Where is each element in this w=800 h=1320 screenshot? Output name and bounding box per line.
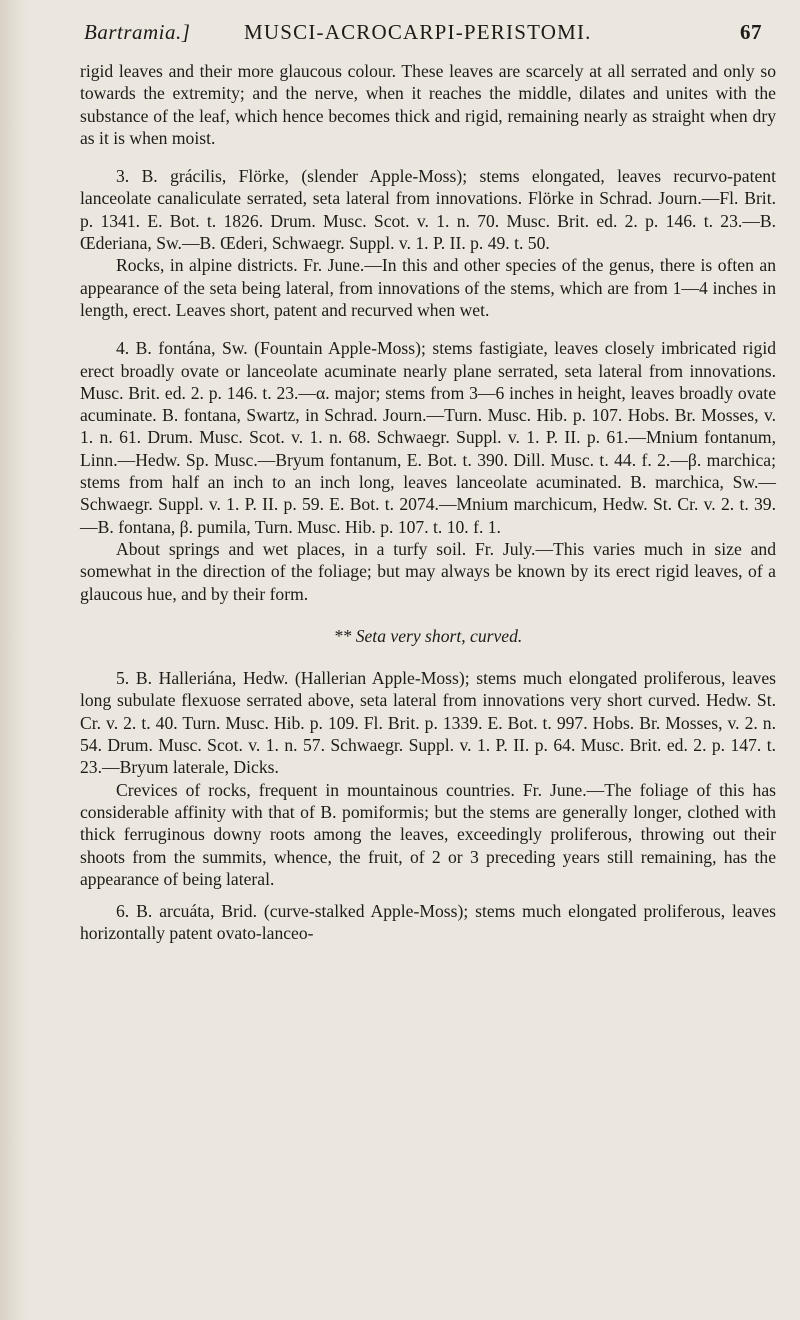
species-habitat-gracilis: Rocks, in alpine districts. Fr. June.—In this and other species of the genus, there is often an appearance of the seta being lateral, from innovations of the stems, which are from 1—4 inches in length, erect. Leaves short, patent and recurved when wet. xyxy=(80,255,776,320)
species-entry-arcuata: 6. B. arcuáta, Brid. (curve-stalked Apple-Moss); stems much elongated proliferous, leaves horizontally patent ovato-lanceo- xyxy=(80,901,776,944)
page-body xyxy=(80,60,776,945)
species-habitat-fontana: About springs and wet places, in a turfy soil. Fr. July.—This varies much in size and somewhat in the direction of the foliage; but may always be known by its erect rigid leaves, of a glaucous hue, and by their form. xyxy=(80,538,776,604)
header-section-title: MUSCI-ACROCARPI-PERISTOMI. xyxy=(244,20,592,44)
paragraph-continuation: rigid leaves and their more glaucous colour. These leaves are scarcely at all serrated and only so towards the extremity; and the nerve, when it reaches the middle, dilates and unites with the substance of the leaf, which hence becomes thick and rigid, remaining nearly as straight when dry as it is when moist. xyxy=(80,61,776,148)
species-entry-halleriana: 5. B. Halleriána, Hedw. (Hallerian Apple-Moss); stems much elongated proliferous, leaves long subulate flexuose serrated above, seta lateral from innovations very short curved. Hedw. St. Cr. v. 2. t. 40. Turn. Musc. Hib. p. 109. Fl. Brit. p. 1339. E. Bot. t. 997. Hobs. Br. Mosses, v. 2. n. 54. Drum. Musc. Scot. v. 1. n. 57. Schwaegr. Suppl. v. 1. P. II. p. 64. Musc. Brit. ed. 2. p. 147. t. 23.—Bryum laterale, Dicks. xyxy=(80,668,776,778)
species-entry-fontana: 4. B. fontána, Sw. (Fountain Apple-Moss); stems fastigiate, leaves closely imbricated rigid erect broadly ovate or lanceolate acuminate nearly plane serrated, seta lateral from innovations. Musc. Brit. ed. 2. p. 146. t. 23.—α. major; stems from 3—6 inches in height, leaves broadly ovate acuminate. B. fontana, Swartz, in Schrad. Journ.—Turn. Musc. Hib. p. 107. Hobs. Br. Mosses, v. 1. n. 61. Drum. Musc. Scot. v. 1. n. 68. Schwaegr. Suppl. v. 1. P. II. p. 61.—Mnium fontanum, Linn.—Hedw. Sp. Musc.—Bryum fontanum, E. Bot. t. 390. Dill. Musc. t. 44. f. 2.—β. marchica; stems from half an inch to an inch long, leaves lanceolate acuminated. B. marchica, Sw.—Schwaegr. Suppl. v. 1. P. II. p. 59. E. Bot. t. 2074.—Mnium marchicum, Hedw. St. Cr. v. 2. t. 39.—B. fontana, β. pumila, Turn. Musc. Hib. p. 107. t. 10. f. 1. xyxy=(80,338,776,537)
running-header xyxy=(84,20,762,48)
section-divider: ** Seta very short, curved. xyxy=(333,625,523,646)
header-genus: Bartramia.] xyxy=(84,20,191,44)
species-habitat-halleriana: Crevices of rocks, frequent in mountainous countries. Fr. June.—The foliage of this has considerable affinity with that of B. pomiformis; but the stems are generally longer, clothed with thick ferruginous downy roots among the leaves, exceedingly proliferous, throwing out their shoots from the summits, whence, the fruit, of 2 or 3 preceding years still remaining, has the appearance of being lateral. xyxy=(80,779,776,889)
species-entry-gracilis: 3. B. grácilis, Flörke, (slender Apple-Moss); stems elongated, leaves recurvo-patent lanceolate canaliculate serrated, seta lateral from innovations. Flörke in Schrad. Journ.—Fl. Brit. p. 1341. E. Bot. t. 1826. Drum. Musc. Scot. v. 1. n. 70. Musc. Brit. ed. 2. p. 146. t. 23.—B. Œderiana, Sw.—B. Œderi, Schwaegr. Suppl. v. 1. P. II. p. 49. t. 50. xyxy=(80,166,776,254)
page-spine-shadow xyxy=(0,0,30,1320)
page-number: 67 xyxy=(740,20,762,44)
